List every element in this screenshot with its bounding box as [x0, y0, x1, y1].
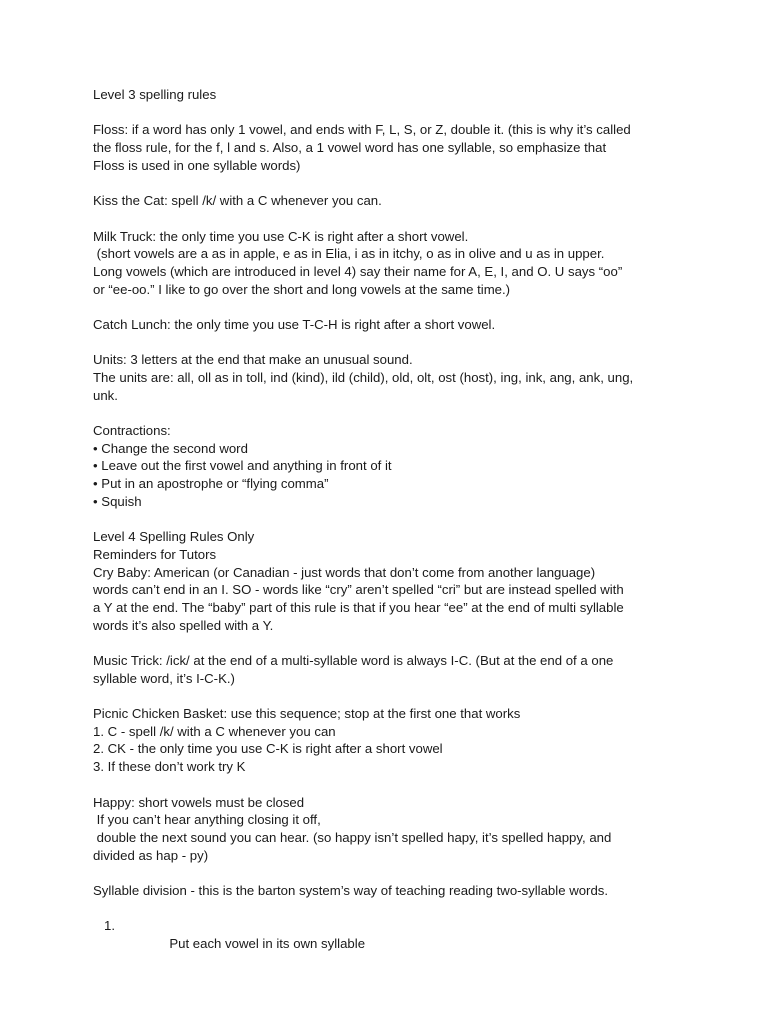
catch-lunch-rule: Catch Lunch: the only time you use T-C-H is right after a short vowel. [93, 316, 496, 332]
text-line: divided as hap - py) [93, 847, 209, 863]
floss-rule [93, 121, 693, 174]
happy-rule [93, 794, 693, 865]
music-trick-rule [93, 652, 693, 687]
text-line: or “ee-oo.” I like to go over the short and long vowels at the same time.) [93, 281, 511, 297]
bullet-item: • Change the second word [93, 440, 248, 456]
section-subheading: Reminders for Tutors [93, 546, 217, 562]
units-rule [93, 351, 693, 404]
text-line: Floss is used in one syllable words) [93, 157, 301, 173]
text-line: unk. [93, 387, 118, 403]
text-line: words can’t end in an I. SO - words like “cry” aren’t spelled “cri” but are instead spelled with [93, 582, 624, 598]
bullet-item: • Leave out the first vowel and anything in front of it [93, 458, 392, 474]
milk-truck-rule [93, 228, 693, 299]
text-line: Milk Truck: the only time you use C-K is right after a short vowel. [93, 228, 469, 244]
paragraph-gap [93, 687, 693, 705]
text-line: If you can’t hear anything closing it off, [93, 812, 321, 828]
paragraph-gap [93, 776, 693, 794]
kiss-the-cat-rule: Kiss the Cat: spell /k/ with a C whenever you can. [93, 193, 382, 209]
text-line: words it’s also spelled with a Y. [93, 617, 274, 633]
text-line: The units are: all, oll as in toll, ind (kind), ild (child), old, olt, ost (host), ing, ink, ang, ank, ung, [93, 370, 634, 385]
paragraph-gap [93, 404, 693, 422]
text-line: the floss rule, for the f, l and s. Also, a 1 vowel word has one syllable, so emphasize that [93, 140, 607, 156]
text-line: Picnic Chicken Basket: use this sequence; stop at the first one that works [93, 706, 521, 722]
list-item: 2. CK - the only time you use C-K is right after a short vowel [93, 741, 443, 757]
text-line: syllable word, it’s I-C-K.) [93, 670, 235, 686]
paragraph-gap [93, 634, 693, 652]
document-body [93, 86, 693, 952]
paragraph-gap [93, 174, 693, 192]
text-line: Music Trick: /ick/ at the end of a multi-syllable word is always I-C. (But at the end of a one [93, 653, 614, 668]
text-line: Units: 3 letters at the end that make an unusual sound. [93, 352, 413, 368]
section-heading: Contractions: [93, 423, 171, 439]
text-line: (short vowels are a as in apple, e as in Elia, i as in itchy, o as in olive and u as in upper. [93, 246, 605, 262]
bullet-item: • Squish [93, 493, 142, 509]
section-heading: Level 4 Spelling Rules Only [93, 529, 255, 545]
paragraph-gap [93, 334, 693, 352]
text-line: Floss: if a word has only 1 vowel, and ends with F, L, S, or Z, double it. (this is why it’s called [93, 122, 631, 138]
list-item: 1. C - spell /k/ with a C whenever you can [93, 723, 336, 739]
text-line: double the next sound you can hear. (so happy isn’t spelled hapy, it’s spelled happy, and [93, 829, 612, 845]
text-line: Syllable division - this is the barton system’s way of teaching reading two-syllable words. [93, 882, 609, 898]
paragraph-gap [93, 511, 693, 529]
paragraph-gap [93, 864, 693, 882]
text-line: Cry Baby: American (or Canadian - just words that don’t come from another language) [93, 564, 596, 580]
text-line: Long vowels (which are introduced in level 4) say their name for A, E, I, and O. U says “oo” [93, 263, 623, 279]
paragraph-gap [93, 104, 693, 122]
text-line: Happy: short vowels must be closed [93, 794, 305, 810]
text-line: a Y at the end. The “baby” part of this rule is that if you hear “ee” at the end of multi syllable [93, 599, 624, 615]
syllable-division-rule [93, 882, 693, 952]
list-item: 3. If these don’t work try K [93, 759, 246, 775]
contractions-rule [93, 422, 693, 510]
list-item-text: Put each vowel in its own syllable [169, 936, 366, 952]
list-number: 1. [104, 918, 115, 934]
paragraph-gap [93, 298, 693, 316]
paragraph-gap [93, 210, 693, 228]
bullet-item: • Put in an apostrophe or “flying comma” [93, 476, 329, 492]
picnic-chicken-basket-rule [93, 705, 693, 776]
document-title: Level 3 spelling rules [93, 87, 217, 102]
numbered-list-item [93, 900, 693, 952]
level-4-section [93, 528, 693, 634]
